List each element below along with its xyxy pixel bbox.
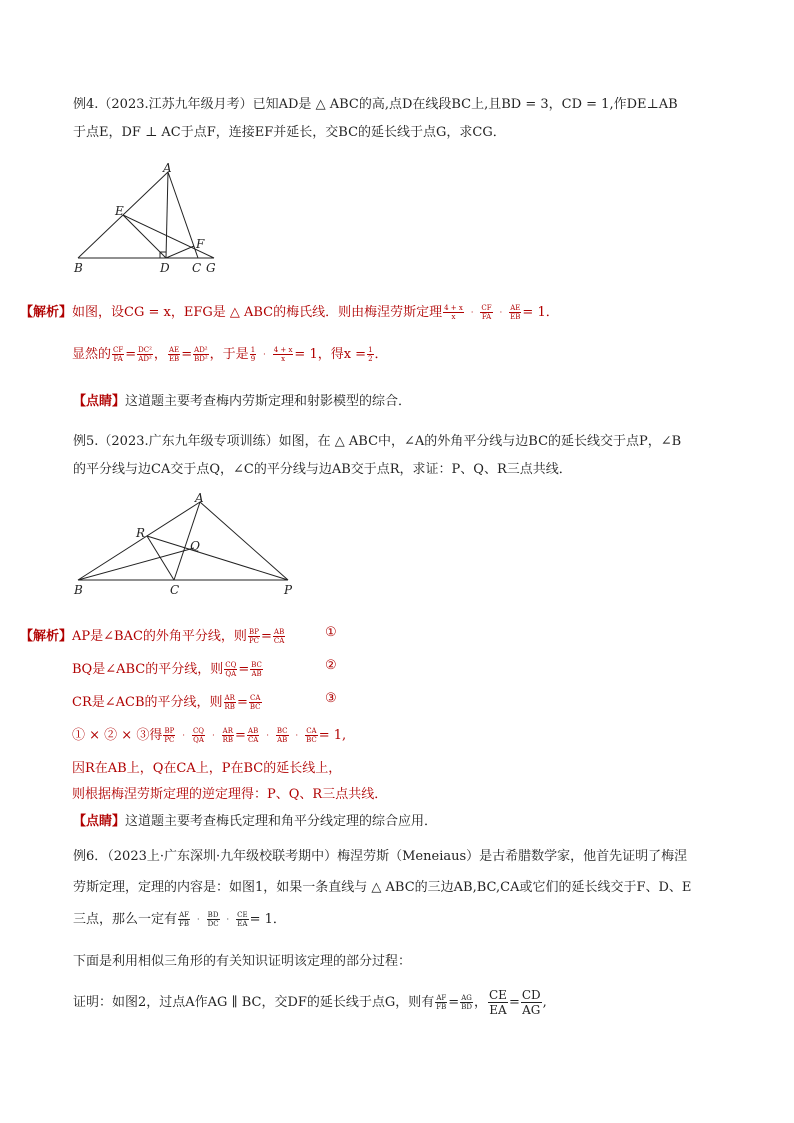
ex6-problem-line4: 下面是利用相似三角形的有关知识证明该定理的部分过程： (73, 954, 412, 969)
ex5-solution-row4: ① × ② × ③得 $\frac{BP}{PC}$ · $\frac{CQ}{QA}$ · $\frac{AR}{RB}$ = $\frac{AB}{CA}$ · $\frac{BC}{AB}$ · $\frac{CA}{BC}$ = 1, (72, 727, 347, 744)
ex5-mark-2: ② (325, 658, 337, 673)
ex6-problem-line3: 三点，那么一定有 $\frac{AF}{FB}$ · $\frac{BD}{DC}$ · $\frac{CE}{EA}$ = 1． (73, 911, 286, 928)
ex5-label-B: B (74, 583, 83, 597)
ex4-frac: $\frac{AE}{EB}$ (510, 304, 521, 321)
ex4-solution-tag: 【解析】 (20, 305, 73, 320)
ex4-label-D: D (160, 261, 170, 275)
ex6-problem-line2: 劳斯定理，定理的内容是：如图1，如果一条直线与 △ ABC的三边AB,BC,CA或它们的延长线交于F、D、E (73, 880, 692, 895)
ex4-problem-line2: 于点E，DF ⊥ AC于点F，连接EF并延长，交BC的延长线于点G，求CG． (73, 125, 506, 140)
ex5-mark-3: ③ (325, 691, 337, 706)
ex4-problem-line1: 例4.（2023.江苏九年级月考）已知AD是 △ ABC的高,点D在线段BC上,且BD = 3，CD = 1,作DE⊥AB (73, 97, 678, 112)
ex5-label-Q: Q (190, 539, 200, 553)
ex5-solution-row5: 因R在AB上，Q在CA上，P在BC的延长线上， (72, 761, 342, 776)
ex4-label-E: E (115, 204, 124, 218)
ex4-figure (70, 160, 230, 278)
ex4-label-A: A (163, 161, 172, 175)
ex4-solution-line2: 显然的 $\frac{CF}{FA}$ = $\frac{\text{DC²}}{\text{AD²}}$ ， $\frac{AE}{EB}$ = $\frac{\text{AD²}}{\text{BD²}}$ ，于是 $\frac{1}{9}$ · $\frac{4 + x}{x}$ = 1，得x = $\frac{1}{2}$ ． (72, 346, 388, 363)
ex4-solution-line1: 【解析】如图，设CG = x，EFG是 △ ABC的梅氏线．则由梅涅劳斯定理 $\frac{4 + x}{x}$ · $\frac{CF}{FA}$ · $\frac{AE}{EB}$ = 1． (20, 304, 559, 321)
ex5-solution-row2: BQ是∠ABC的平分线，则 $\frac{CQ}{QA}$ = $\frac{BC}{AB}$ (72, 661, 262, 678)
ex4-label-G: G (206, 261, 216, 275)
ex4-sol-end: = 1． (522, 305, 559, 320)
ex5-solution-row6: 则根据梅涅劳斯定理的逆定理得：P、Q、R三点共线． (72, 787, 388, 802)
ex4-frac: $\frac{4 + x}{x}$ (444, 304, 463, 321)
ex5-problem-line1: 例5.（2023.广东九年级专项训练）如图，在 △ ABC中，∠A的外角平分线与边BC的延长线交于点P，∠B (73, 434, 682, 449)
ex5-solution-row1: 【解析】AP是∠BAC的外角平分线，则 $\frac{BP}{PC}$ = $\frac{AB}{CA}$ (20, 628, 285, 645)
ex4-sol-text: 如图，设CG = x，EFG是 △ ABC的梅氏线．则由梅涅劳斯定理 (72, 305, 443, 320)
ex5-note: 【点睛】这道题主要考查梅氏定理和角平分线定理的综合应用． (73, 814, 438, 829)
ex5-mark-1: ① (325, 625, 337, 640)
ex6-proof-line: 证明：如图2，过点A作AG ∥ BC，交DF的延长线于点G，则有 $\frac{AF}{FB}$ = $\frac{AG}{BD}$ ， $\frac{CE}{EA}$ = $\frac{CD}{AG}$ , (73, 988, 547, 1017)
ex4-frac: $\frac{CF}{FA}$ (481, 304, 492, 321)
ex4-label-C: C (192, 261, 202, 275)
ex4-label-F: F (196, 237, 205, 251)
ex5-label-A: A (195, 491, 204, 505)
ex5-label-C: C (170, 583, 180, 597)
ex5-figure (70, 490, 300, 598)
ex6-problem-line1: 例6．（2023上·广东深圳·九年级校联考期中）梅涅劳斯（Meneiaus）是古希腊数学家，他首先证明了梅涅 (73, 849, 688, 864)
ex5-problem-line2: 的平分线与边CA交于点Q，∠C的平分线与边AB交于点R，求证：P、Q、R三点共线． (73, 462, 572, 477)
ex5-solution-row3: CR是∠ACB的平分线，则 $\frac{AR}{RB}$ = $\frac{CA}{BC}$ (72, 694, 261, 711)
ex5-label-R: R (136, 526, 146, 540)
ex5-label-P: P (284, 583, 293, 597)
ex4-label-B: B (74, 261, 83, 275)
ex4-note: 【点睛】这道题主要考查梅内劳斯定理和射影模型的综合． (73, 394, 412, 409)
